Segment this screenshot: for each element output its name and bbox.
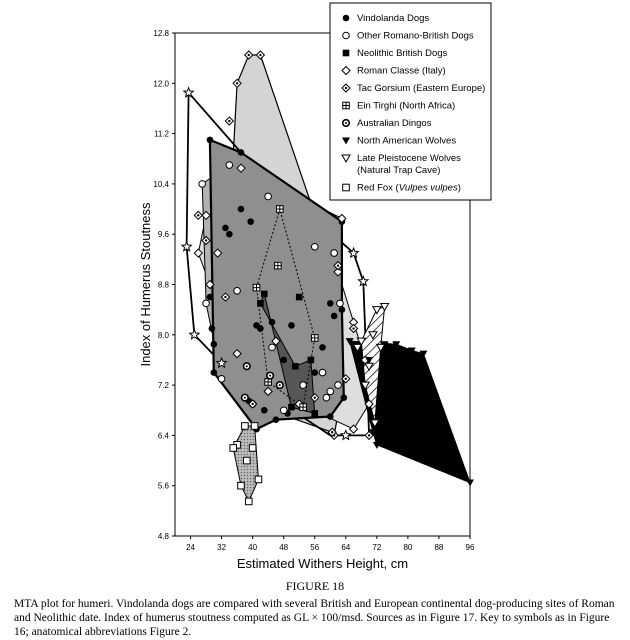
legend-label: Red Fox (Vulpes vulpes) [357,182,461,194]
point-other-romano-british-dogs-3 [311,243,318,250]
point-neolithic-british-dogs-2 [292,363,299,370]
point-other-romano-british-dogs-7 [323,394,330,401]
point-tac-gorsium-eastern-europe-4-dot [352,327,354,329]
y-tick-label: 12.8 [153,29,169,38]
point-vindolanda-dogs-20 [288,322,295,329]
point-australian-dingos-3-dot [244,397,246,399]
point-red-fox-vulpes-vulpes-6 [230,445,237,452]
point-ein-tirghi-north-africa-1 [277,206,284,213]
point-australian-dingos-3 [242,394,249,401]
legend-symbol-4-dot [345,87,347,89]
point-red-fox-vulpes-vulpes-1 [242,423,249,430]
y-tick-label: 8.0 [157,330,169,340]
y-axis-label: Index of Humerus Stoutness [138,202,153,367]
x-tick-label: 24 [186,543,195,552]
y-tick-label: 6.4 [157,431,169,441]
legend-label: Other Romano-British Dogs [357,30,474,42]
legend-marker-ein-tirghi-north-africa [343,102,350,109]
point-vindolanda-dogs-14 [238,206,245,213]
legend-marker-neolithic-british-dogs [343,50,350,57]
point-other-romano-british-dogs-1 [226,162,233,169]
point-vindolanda-dogs-3 [339,306,346,313]
point-red-fox-vulpes-vulpes-4 [245,498,252,505]
point-vindolanda-dogs-6 [273,416,280,423]
point-ein-tirghi-north-africa-5 [275,262,282,269]
x-tick-label: 56 [310,543,320,552]
legend-label: North American Wolves [357,135,457,147]
y-tick-label: 11.2 [154,129,169,139]
point-tac-gorsium-eastern-europe-1-dot [248,54,250,56]
point-tac-gorsium-eastern-europe-3-dot [337,264,339,266]
point-red-fox-vulpes-vulpes-2 [251,423,258,430]
point-vindolanda-dogs-27 [261,407,268,414]
point-outline-open-stars-5 [359,276,369,285]
point-tac-gorsium-eastern-europe-12-dot [205,239,207,241]
legend-symbol-9 [343,184,350,191]
y-tick-label: 5.6 [157,481,169,491]
point-vindolanda-dogs-24 [327,300,334,307]
legend-symbol-0 [343,15,350,22]
point-other-romano-british-dogs-16 [234,287,241,294]
legend-label: Late Pleistocene Wolves [357,153,461,164]
point-outline-open-stars-4 [341,430,351,439]
legend-marker-red-fox [343,184,350,191]
point-vindolanda-dogs-13 [226,231,233,238]
legend [330,3,491,200]
point-australian-dingos-0-dot [246,365,248,367]
point-tac-gorsium-eastern-europe-13 [194,211,202,219]
legend-marker-australian-dingos [343,120,350,127]
point-vindolanda-dogs-19 [280,357,287,364]
point-other-romano-british-dogs-0 [199,181,206,188]
point-other-romano-british-dogs-14 [300,382,307,389]
y-tick-label: 7.2 [157,381,169,391]
point-other-romano-british-dogs-8 [280,407,287,414]
point-other-romano-british-dogs-2 [265,193,272,200]
legend-label-line2: (Natural Trap Cave) [357,165,441,176]
point-ein-tirghi-north-africa-0 [253,284,260,291]
x-tick-label: 88 [434,543,444,552]
point-australian-dingos-2 [277,382,284,389]
point-other-romano-british-dogs-10 [218,376,225,383]
point-red-fox-vulpes-vulpes-7 [249,445,256,452]
point-tac-gorsium-eastern-europe-13-dot [197,214,199,216]
point-red-fox-vulpes-vulpes-3 [255,476,262,483]
point-neolithic-british-dogs-4 [288,404,295,411]
point-australian-dingos-0 [244,363,251,370]
x-tick-label: 80 [403,543,413,552]
x-tick-label: 32 [217,543,227,552]
point-other-romano-british-dogs-5 [337,300,344,307]
point-neolithic-british-dogs-3 [308,357,315,364]
point-tac-gorsium-eastern-europe-9-dot [314,396,316,398]
legend-label: Ein Tirghi (North Africa) [357,100,456,112]
point-vindolanda-dogs-25 [331,313,338,320]
x-tick-label: 40 [248,543,258,552]
point-vindolanda-dogs-15 [247,218,254,225]
point-neolithic-british-dogs-5 [311,410,318,417]
x-tick-label: 72 [372,543,382,552]
point-tac-gorsium-eastern-europe-5-dot [345,378,347,380]
legend-label: Tac Gorsium (Eastern Europe) [357,83,486,94]
point-other-romano-british-dogs-12 [319,369,326,376]
point-ein-tirghi-north-africa-3 [300,404,307,411]
point-vindolanda-dogs-4 [341,394,348,401]
point-vindolanda-dogs-18 [269,319,276,326]
point-neolithic-british-dogs-0 [261,291,268,298]
point-red-fox-vulpes-vulpes-5 [238,482,245,489]
legend-marker-vindolanda-dogs [343,15,350,22]
point-red-fox-vulpes-vulpes-8 [244,457,251,464]
point-vindolanda-dogs-10 [209,325,216,332]
legend-symbol-6-dot [345,122,347,124]
point-australian-dingos-1 [267,372,274,379]
point-vindolanda-dogs-23 [319,344,326,351]
point-other-romano-british-dogs-11 [203,300,210,307]
point-tac-gorsium-eastern-europe-14 [225,117,233,125]
point-vindolanda-dogs-17 [257,325,264,332]
point-neolithic-british-dogs-1 [257,300,264,307]
point-other-romano-british-dogs-13 [327,388,334,395]
point-other-romano-british-dogs-4 [331,250,338,257]
x-tick-label: 64 [341,543,351,552]
legend-symbol-1 [343,32,350,39]
legend-symbol-2 [343,50,350,57]
point-tac-gorsium-eastern-europe-7-dot [368,434,370,436]
legend-label: Australian Dingos [357,118,432,129]
point-vindolanda-dogs-11 [211,341,218,348]
point-tac-gorsium-eastern-europe-2-dot [259,54,261,56]
legend-label: Roman Classe (Italy) [357,65,446,77]
y-tick-label: 10.4 [153,179,169,189]
figure-caption: MTA plot for humeri. Vindolanda dogs are compared with several British and European continental dog-producing sites of Roman and Neolithic date. Index of humerus stoutness computed as GL × 100/msd. Sources as in Figure 17. Key to symbols as in Figure 16; anatomical abbreviations Figure 2. [14,598,615,638]
point-vindolanda-dogs-1 [238,149,245,156]
point-tac-gorsium-eastern-europe-11-dot [224,296,226,298]
x-axis-label: Estimated Withers Height, cm [236,556,409,571]
point-vindolanda-dogs-12 [222,225,229,232]
point-vindolanda-dogs-22 [311,369,318,376]
point-australian-dingos-1-dot [269,375,271,377]
point-vindolanda-dogs-0 [207,137,214,144]
point-other-romano-british-dogs-15 [269,344,276,351]
figure-title: FIGURE 18 [285,579,345,593]
y-tick-label: 12.0 [153,79,169,89]
point-neolithic-british-dogs-6 [296,294,303,301]
y-tick-label: 8.8 [157,280,169,290]
point-outline-open-stars-1 [182,242,192,251]
legend-label: Neolithic British Dogs [357,48,448,59]
legend-symbol-5 [343,102,350,109]
point-other-romano-british-dogs-6 [335,382,342,389]
point-tac-gorsium-eastern-europe-0-dot [236,82,238,84]
x-tick-label: 48 [279,543,289,552]
y-tick-label: 9.6 [157,230,169,240]
legend-symbol-6 [343,120,350,127]
point-vindolanda-dogs-9 [207,294,214,301]
point-vindolanda-dogs-5 [327,413,334,420]
point-australian-dingos-2-dot [279,384,281,386]
y-tick-label: 4.8 [157,532,169,541]
point-tac-gorsium-eastern-europe-10-dot [251,403,253,405]
point-tac-gorsium-eastern-europe-8-dot [331,431,333,433]
point-ein-tirghi-north-africa-2 [311,335,318,342]
legend-label: Vindolanda Dogs [357,13,430,24]
point-vindolanda-dogs-8 [211,369,218,376]
x-tick-label: 96 [465,543,475,552]
point-tac-gorsium-eastern-europe-14-dot [228,120,230,122]
legend-marker-other-romano-british-dogs [343,32,350,39]
